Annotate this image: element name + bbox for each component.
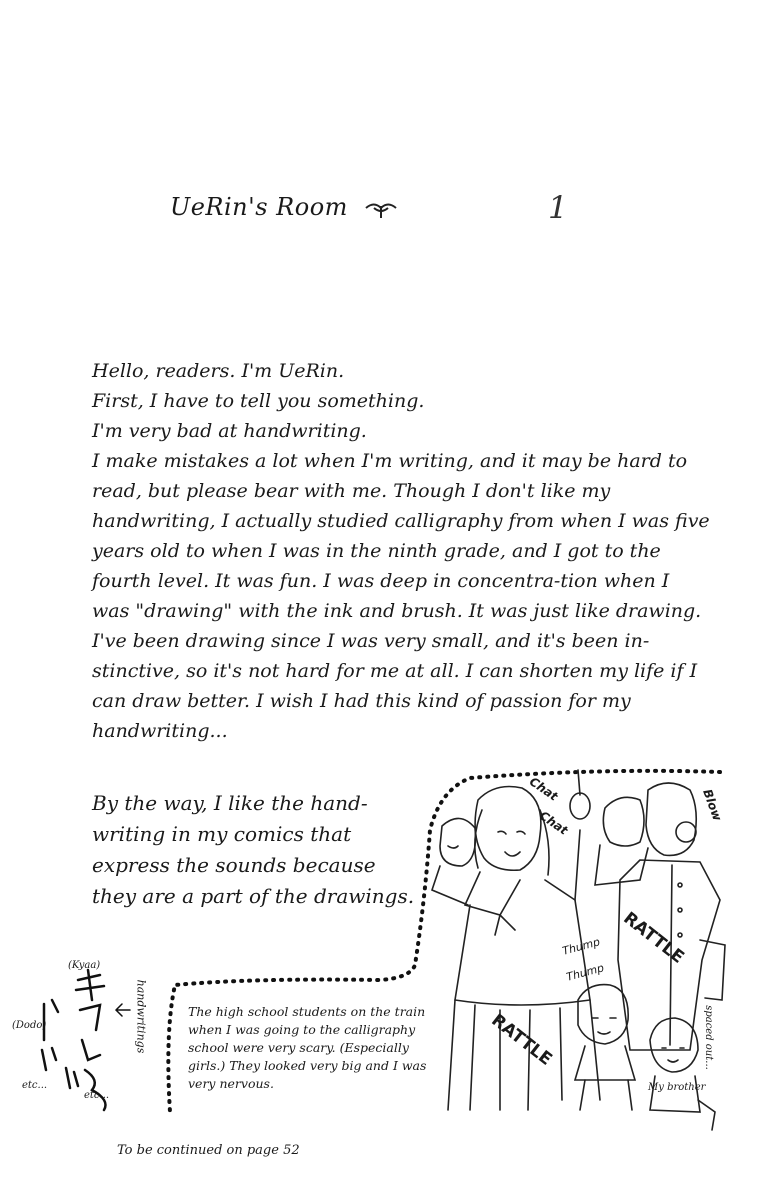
paragraph: Hello, readers. I'm UeRin. [92,360,345,382]
side-paragraph: By the way, I like the hand-writing in my comics that express the sounds because they are a part of the drawings. [92,791,415,908]
page-number: 1 [548,190,568,226]
my-brother-label: My brother [648,1082,706,1093]
kyaa-label: (Kyaa) [68,960,101,971]
sfx-chat: Chat [526,774,561,804]
etc-label: etc... [84,1090,110,1101]
paragraph: I've been drawing since I was very small, and it's been in-stinctive, so it's not hard for me at all. I can shorten my life if I can draw better. I wish I had this kind of passion for my handwriting... [92,630,698,742]
sfx-chat: Chat [536,808,571,838]
sfx-thump: Thump [560,935,602,958]
illustration-caption: The high school students on the train when I was going to the calligraphy school were very scary. (Especially girls.) They looked very big and I was very nervous. [188,1004,427,1091]
dodo-label: (Dodo) [12,1020,47,1031]
paragraph: I make mistakes a lot when I'm writing, and it may be hard to read, but please bear with me. Though I don't like my handwriting, I actually studied calligraphy from when I was five years old to when I was in the ninth grade, and I got to the fourth level. It was fun. I was deep in concentra-tion when I was "drawing" with the ink and brush. It was just like drawing. [92,450,710,622]
etc-label: etc... [22,1080,48,1091]
sfx-rattle: RATTLE [487,1010,556,1070]
spaced-out-label: spaced out... [702,1005,714,1070]
sfx-thump: Thump [564,961,606,984]
page-title: UeRin's Room [170,193,348,221]
sfx-rattle: RATTLE [619,908,688,968]
continued-footer: To be continued on page 52 [117,1143,300,1158]
sfx-blow: Blow [700,787,725,823]
handwritings-label: handwritings [134,979,148,1054]
paragraph: First, I have to tell you something. [92,390,425,412]
paragraph: I'm very bad at handwriting. [92,420,367,442]
